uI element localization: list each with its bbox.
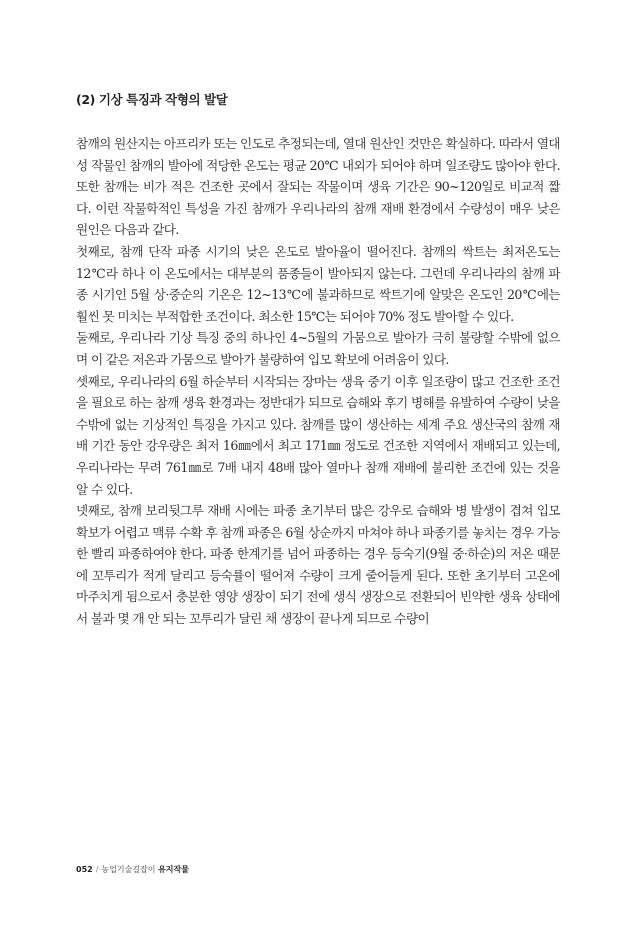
- paragraph-fourth-reason: 넷째로, 참깨 보리뒷그루 재배 시에는 파종 초기부터 많은 강우로 습해와 병 발생이 겹쳐 입모 확보가 어렵고 맥류 수확 후 참깨 파종은 6월 상순까지 마쳐야 하나 파종기를 놓치는 경우 가능한 빨리 파종하여야 한다. 파종 한계기를 넘어 파종하는 경우 등숙기(9월 중·하순)의 저온 때문에 꼬투리가 적게 달리고 등숙률이 떨어져 수량이 크게 줄어들게 된다. 또한 초기부터 고온에 마주치게 됨으로서 충분한 영양 생장이 되기 전에 생식 생장으로 전환되어 빈약한 생육 상태에서 불과 몇 개 안 되는 꼬투리가 달린 채 생장이 끝나게 되므로 수량이: [76, 503, 560, 627]
- paragraph-second-reason: 둘째로, 우리나라 기상 특징 중의 하나인 4~5월의 가뭄으로 발아가 극히 불량할 수밖에 없으며 이 같은 저온과 가뭄으로 발아가 불량하여 입모 확보에 어려움이 있다.: [76, 330, 560, 367]
- page-number: 052: [76, 865, 93, 874]
- section-heading: (2) 기상 특징과 작형의 발달: [76, 92, 228, 107]
- page-footer: [76, 864, 189, 875]
- paragraph-first-reason: 첫째로, 참깨 단작 파종 시기의 낮은 온도로 발아율이 떨어진다. 참깨의 싹트는 최저온도는 12℃라 하나 이 온도에서는 대부분의 품종들이 발아되지 않는다. 그런데 우리나라의 참깨 파종 시기인 5월 상·중순의 기온은 12~13℃에 불과하므로 싹트기에 알맞은 온도인 20℃에는 훨씬 못 미치는 부적합한 조건이다. 최소한 15℃는 되어야 70% 정도 발아할 수 있다.: [76, 243, 560, 324]
- footer-separator: /: [95, 865, 99, 874]
- paragraph-intro: 참깨의 원산지는 아프리카 또는 인도로 추정되는데, 열대 원산인 것만은 확실하다. 따라서 열대성 작물인 참깨의 발아에 적당한 온도는 평균 20℃ 내외가 되어야 하며 일조량도 많아야 한다. 또한 참깨는 비가 적은 건조한 곳에서 잘되는 작물이며 생육 기간은 90~120일로 비교적 짧다. 이런 작물학적인 특성을 가진 참깨가 우리나라의 참깨 재배 환경에서 수량성이 매우 낮은 원인은 다음과 같다.: [76, 136, 560, 238]
- paragraph-third-reason: 셋째로, 우리나라의 6월 하순부터 시작되는 장마는 생육 중기 이후 일조량이 많고 건조한 조건을 필요로 하는 참깨 생육 환경과는 정반대가 되므로 습해와 후기 병해를 유발하여 수량이 낮을 수밖에 없는 기상적인 특징을 가지고 있다. 참깨를 많이 생산하는 세계 주요 생산국의 참깨 재배 기간 동안 강우량은 최저 16㎜에서 최고 171㎜ 정도로 건조한 지역에서 재배되고 있는데, 우리나라는 무려 761㎜로 7배 내지 48배 많아 열마나 참깨 재배에 불리한 조건에 있는 것을 알 수 있다.: [76, 373, 560, 497]
- series-title: 농업기술길잡이: [101, 865, 156, 874]
- subject-title: 유지작물: [158, 865, 189, 874]
- body-text: [76, 133, 560, 630]
